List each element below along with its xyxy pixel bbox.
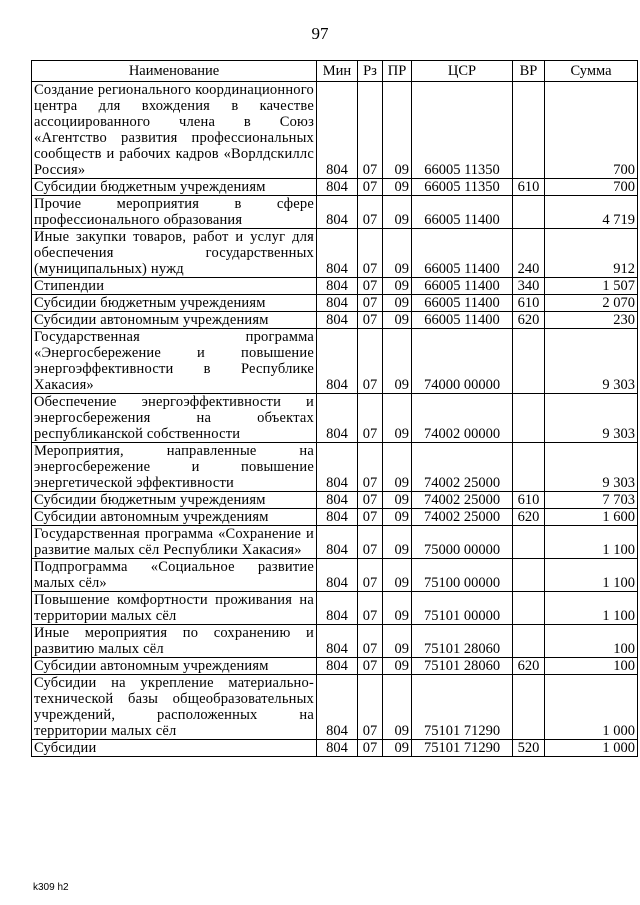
table-row	[32, 196, 638, 229]
cell-min: 804	[317, 625, 358, 658]
cell-rz: 07	[358, 229, 383, 278]
cell-pr: 09	[383, 526, 412, 559]
header-min: Мин	[317, 61, 358, 82]
cell-rz: 07	[358, 509, 383, 526]
cell-sum: 100	[545, 658, 638, 675]
cell-rz: 07	[358, 196, 383, 229]
cell-sum: 1 000	[545, 675, 638, 740]
cell-min: 804	[317, 312, 358, 329]
cell-vr	[513, 329, 545, 394]
cell-vr	[513, 82, 545, 179]
cell-pr: 09	[383, 329, 412, 394]
header-pr: ПР	[383, 61, 412, 82]
cell-rz: 07	[358, 443, 383, 492]
cell-rz: 07	[358, 740, 383, 757]
cell-csr: 75100 00000	[412, 559, 513, 592]
table-row	[32, 278, 638, 295]
cell-sum: 9 303	[545, 443, 638, 492]
cell-name: Государственная программа «Сохранение и развитие малых сёл Республики Хакасия»	[32, 526, 317, 559]
cell-csr: 75101 28060	[412, 658, 513, 675]
cell-rz: 07	[358, 295, 383, 312]
cell-rz: 07	[358, 526, 383, 559]
cell-rz: 07	[358, 675, 383, 740]
cell-sum: 912	[545, 229, 638, 278]
table-row	[32, 443, 638, 492]
cell-sum: 2 070	[545, 295, 638, 312]
cell-pr: 09	[383, 443, 412, 492]
cell-csr: 66005 11350	[412, 82, 513, 179]
cell-sum: 1 600	[545, 509, 638, 526]
cell-min: 804	[317, 592, 358, 625]
cell-min: 804	[317, 526, 358, 559]
cell-pr: 09	[383, 492, 412, 509]
cell-rz: 07	[358, 394, 383, 443]
cell-sum: 1 000	[545, 740, 638, 757]
cell-name: Субсидии автономным учреждениям	[32, 658, 317, 675]
cell-sum: 7 703	[545, 492, 638, 509]
table-row	[32, 526, 638, 559]
cell-name: Субсидии автономным учреждениям	[32, 509, 317, 526]
cell-name: Повышение комфортности проживания на территории малых сёл	[32, 592, 317, 625]
cell-vr	[513, 443, 545, 492]
cell-csr: 75101 71290	[412, 675, 513, 740]
cell-name: Подпрограмма «Социальное развитие малых сёл»	[32, 559, 317, 592]
cell-sum: 1 100	[545, 559, 638, 592]
cell-name: Прочие мероприятия в сфере профессионального образования	[32, 196, 317, 229]
cell-sum: 100	[545, 625, 638, 658]
cell-vr: 610	[513, 295, 545, 312]
cell-pr: 09	[383, 592, 412, 625]
cell-pr: 09	[383, 625, 412, 658]
cell-rz: 07	[358, 179, 383, 196]
cell-vr	[513, 394, 545, 443]
table-row	[32, 312, 638, 329]
table-row	[32, 592, 638, 625]
cell-pr: 09	[383, 740, 412, 757]
cell-rz: 07	[358, 559, 383, 592]
cell-vr	[513, 592, 545, 625]
cell-name: Субсидии	[32, 740, 317, 757]
table-row	[32, 740, 638, 757]
cell-csr: 74000 00000	[412, 329, 513, 394]
cell-rz: 07	[358, 312, 383, 329]
cell-sum: 1 100	[545, 526, 638, 559]
cell-vr	[513, 559, 545, 592]
cell-min: 804	[317, 295, 358, 312]
cell-name: Субсидии бюджетным учреждениям	[32, 179, 317, 196]
header-csr: ЦСР	[412, 61, 513, 82]
cell-name: Стипендии	[32, 278, 317, 295]
cell-pr: 09	[383, 179, 412, 196]
cell-csr: 66005 11400	[412, 312, 513, 329]
cell-name: Обеспечение энергоэффективности и энергосбережения на объектах республиканской собственности	[32, 394, 317, 443]
cell-min: 804	[317, 740, 358, 757]
cell-min: 804	[317, 509, 358, 526]
cell-min: 804	[317, 196, 358, 229]
cell-sum: 9 303	[545, 329, 638, 394]
cell-sum: 700	[545, 82, 638, 179]
cell-pr: 09	[383, 278, 412, 295]
table-row	[32, 329, 638, 394]
cell-sum: 700	[545, 179, 638, 196]
cell-rz: 07	[358, 492, 383, 509]
cell-vr: 610	[513, 492, 545, 509]
cell-vr: 340	[513, 278, 545, 295]
cell-vr	[513, 625, 545, 658]
cell-pr: 09	[383, 658, 412, 675]
cell-min: 804	[317, 658, 358, 675]
cell-min: 804	[317, 492, 358, 509]
cell-csr: 66005 11400	[412, 278, 513, 295]
cell-min: 804	[317, 179, 358, 196]
cell-min: 804	[317, 394, 358, 443]
cell-csr: 66005 11400	[412, 196, 513, 229]
header-row	[32, 61, 638, 82]
cell-pr: 09	[383, 394, 412, 443]
table-row	[32, 229, 638, 278]
cell-min: 804	[317, 229, 358, 278]
table-row	[32, 179, 638, 196]
cell-vr: 610	[513, 179, 545, 196]
page-number: 97	[311, 24, 329, 43]
cell-name: Субсидии автономным учреждениям	[32, 312, 317, 329]
cell-rz: 07	[358, 278, 383, 295]
cell-vr: 620	[513, 312, 545, 329]
cell-min: 804	[317, 329, 358, 394]
table-row	[32, 675, 638, 740]
cell-pr: 09	[383, 675, 412, 740]
cell-rz: 07	[358, 82, 383, 179]
table-row	[32, 394, 638, 443]
cell-pr: 09	[383, 312, 412, 329]
cell-pr: 09	[383, 229, 412, 278]
cell-sum: 1 507	[545, 278, 638, 295]
cell-csr: 66005 11400	[412, 229, 513, 278]
cell-csr: 75000 00000	[412, 526, 513, 559]
table-row	[32, 509, 638, 526]
cell-rz: 07	[358, 592, 383, 625]
cell-min: 804	[317, 675, 358, 740]
cell-name: Государственная программа «Энергосбережение и повышение энергоэффективности в Республике Хакасия»	[32, 329, 317, 394]
table-row	[32, 625, 638, 658]
cell-name: Иные закупки товаров, работ и услуг для обеспечения государственных (муниципальных) нужд	[32, 229, 317, 278]
cell-pr: 09	[383, 196, 412, 229]
cell-vr: 620	[513, 509, 545, 526]
cell-rz: 07	[358, 658, 383, 675]
cell-csr: 66005 11400	[412, 295, 513, 312]
cell-vr	[513, 675, 545, 740]
budget-table	[31, 60, 638, 757]
cell-sum: 230	[545, 312, 638, 329]
cell-csr: 74002 25000	[412, 509, 513, 526]
table-row	[32, 658, 638, 675]
cell-csr: 74002 00000	[412, 394, 513, 443]
cell-name: Создание регионального координационного центра для вхождения в качестве ассоциированного члена в Союз «Агентство развития профессиональных сообществ и рабочих кадров «Ворлдскиллс Россия»	[32, 82, 317, 179]
cell-vr	[513, 196, 545, 229]
table-row	[32, 492, 638, 509]
cell-sum: 9 303	[545, 394, 638, 443]
cell-csr: 75101 00000	[412, 592, 513, 625]
cell-pr: 09	[383, 559, 412, 592]
cell-csr: 75101 71290	[412, 740, 513, 757]
cell-vr: 620	[513, 658, 545, 675]
cell-min: 804	[317, 443, 358, 492]
header-sum: Сумма	[545, 61, 638, 82]
table-row	[32, 82, 638, 179]
cell-name: Субсидии бюджетным учреждениям	[32, 295, 317, 312]
cell-rz: 07	[358, 329, 383, 394]
header-rz: Рз	[358, 61, 383, 82]
cell-csr: 74002 25000	[412, 492, 513, 509]
cell-name: Субсидии бюджетным учреждениям	[32, 492, 317, 509]
header-name: Наименование	[32, 61, 317, 82]
cell-sum: 1 100	[545, 592, 638, 625]
cell-pr: 09	[383, 509, 412, 526]
header-vr: ВР	[513, 61, 545, 82]
cell-sum: 4 719	[545, 196, 638, 229]
table-row	[32, 559, 638, 592]
cell-vr: 240	[513, 229, 545, 278]
cell-rz: 07	[358, 625, 383, 658]
cell-vr: 520	[513, 740, 545, 757]
cell-min: 804	[317, 82, 358, 179]
table-row	[32, 295, 638, 312]
cell-csr: 74002 25000	[412, 443, 513, 492]
cell-csr: 75101 28060	[412, 625, 513, 658]
cell-vr	[513, 526, 545, 559]
cell-csr: 66005 11350	[412, 179, 513, 196]
cell-name: Мероприятия, направленные на энергосбережение и повышение энергетической эффективности	[32, 443, 317, 492]
cell-min: 804	[317, 559, 358, 592]
cell-name: Субсидии на укрепление материально-технической базы общеобразовательных учреждений, расположенных на территории малых сёл	[32, 675, 317, 740]
cell-min: 804	[317, 278, 358, 295]
footer-code: k309 h2	[33, 882, 69, 893]
cell-pr: 09	[383, 82, 412, 179]
cell-name: Иные мероприятия по сохранению и развитию малых сёл	[32, 625, 317, 658]
cell-pr: 09	[383, 295, 412, 312]
